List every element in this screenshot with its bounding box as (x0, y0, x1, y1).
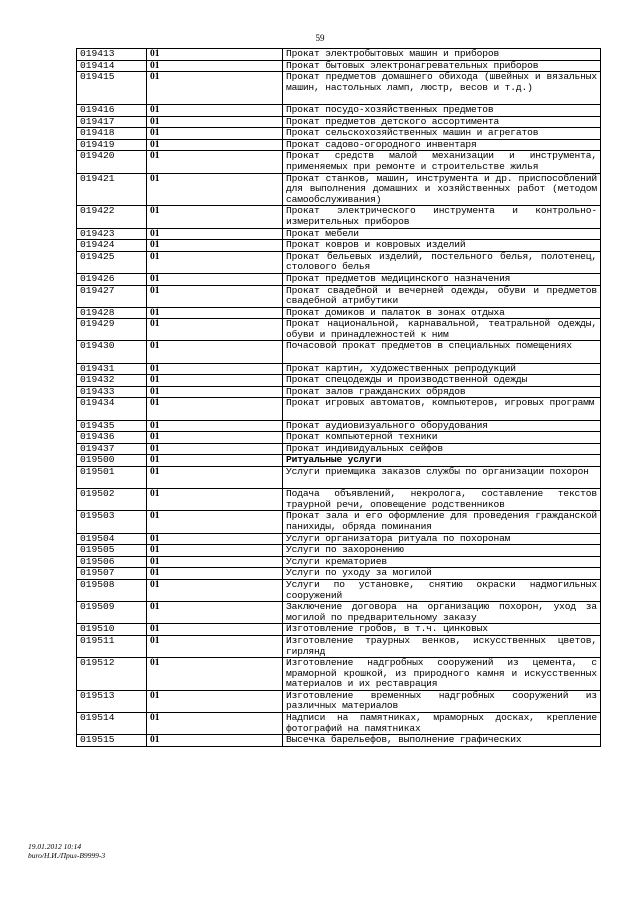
row-code: 019431 (77, 363, 147, 375)
row-code: 019437 (77, 443, 147, 455)
table-row (77, 386, 601, 398)
row-code: 019511 (77, 635, 147, 657)
row-subcode: 01 (147, 104, 283, 116)
row-code: 019432 (77, 375, 147, 387)
row-service-name: Прокат индивидуальных сейфов (283, 443, 601, 455)
row-code: 019501 (77, 467, 147, 489)
table-row (77, 545, 601, 557)
row-service-name: Прокат домиков и палаток в зонах отдыха (283, 307, 601, 319)
table-row (77, 735, 601, 747)
row-code: 019510 (77, 624, 147, 636)
row-subcode: 01 (147, 398, 283, 420)
row-service-name: Прокат мебели (283, 228, 601, 240)
row-code: 019420 (77, 151, 147, 173)
table-row (77, 398, 601, 420)
row-subcode: 01 (147, 139, 283, 151)
row-subcode: 01 (147, 511, 283, 533)
row-service-name: Прокат посудо-хозяйственных предметов (283, 104, 601, 116)
row-service-name: Прокат ковров и ковровых изделий (283, 240, 601, 252)
row-service-name: Прокат зала и его оформление для проведения гражданской панихиды, обряда поминания (283, 511, 601, 533)
row-subcode: 01 (147, 273, 283, 285)
row-subcode: 01 (147, 60, 283, 72)
table-row (77, 307, 601, 319)
table-row (77, 240, 601, 252)
table-row (77, 432, 601, 444)
row-service-name: Прокат свадебной и вечерней одежды, обуви и предметов свадебной атрибутики (283, 285, 601, 307)
table-row (77, 173, 601, 206)
table-row (77, 556, 601, 568)
row-service-name: Прокат компьютерной техники (283, 432, 601, 444)
table-row (77, 375, 601, 387)
row-code: 019414 (77, 60, 147, 72)
table-body (77, 49, 601, 747)
row-subcode: 01 (147, 49, 283, 61)
row-service-name: Изготовление надгробных сооружений из цемента, с мраморной крошкой, из природного камня и искусственных материалов и их реставрация (283, 658, 601, 691)
footer-timestamp: 19.01.2012 10:14 (28, 842, 82, 851)
row-code: 019513 (77, 690, 147, 712)
table-row (77, 455, 601, 467)
table-row (77, 568, 601, 580)
row-service-name: Прокат сельскохозяйственных машин и агрегатов (283, 128, 601, 140)
row-subcode: 01 (147, 624, 283, 636)
row-code: 019509 (77, 602, 147, 624)
row-service-name: Услуги по захоронению (283, 545, 601, 557)
row-code: 019427 (77, 285, 147, 307)
row-subcode: 01 (147, 579, 283, 601)
row-service-name: Прокат электрического инструмента и контрольно-измерительных приборов (283, 206, 601, 228)
row-subcode: 01 (147, 556, 283, 568)
row-service-name: Изготовление временных надгробных сооружений из различных материалов (283, 690, 601, 712)
table-row (77, 228, 601, 240)
row-subcode: 01 (147, 443, 283, 455)
row-service-name: Прокат залов гражданских обрядов (283, 386, 601, 398)
row-code: 019502 (77, 489, 147, 511)
page-footer (28, 842, 105, 860)
table-row (77, 273, 601, 285)
table-row (77, 467, 601, 489)
row-service-name: Услуги по уходу за могилой (283, 568, 601, 580)
table-row (77, 533, 601, 545)
row-service-name: Прокат бельевых изделий, постельного белья, полотенец, столового белья (283, 251, 601, 273)
table-row (77, 602, 601, 624)
row-subcode: 01 (147, 467, 283, 489)
table-row (77, 104, 601, 116)
row-subcode: 01 (147, 386, 283, 398)
row-service-name: Надписи на памятниках, мраморных досках, крепление фотографий на памятниках (283, 713, 601, 735)
row-code: 019430 (77, 341, 147, 363)
row-subcode: 01 (147, 545, 283, 557)
row-code: 019417 (77, 116, 147, 128)
row-service-name: Прокат средств малой механизации и инструмента, применяемых при ремонте и строительстве жилья (283, 151, 601, 173)
row-code: 019422 (77, 206, 147, 228)
row-code: 019418 (77, 128, 147, 140)
row-subcode: 01 (147, 128, 283, 140)
row-subcode: 01 (147, 173, 283, 206)
row-subcode: 01 (147, 72, 283, 105)
row-subcode: 01 (147, 568, 283, 580)
section-heading: Ритуальные услуги (283, 455, 601, 467)
row-service-name: Прокат предметов детского ассортимента (283, 116, 601, 128)
row-code: 019514 (77, 713, 147, 735)
row-code: 019507 (77, 568, 147, 580)
row-service-name: Прокат игровых автоматов, компьютеров, игровых программ (283, 398, 601, 420)
row-subcode: 01 (147, 228, 283, 240)
row-subcode: 01 (147, 341, 283, 363)
table-row (77, 285, 601, 307)
row-service-name: Почасовой прокат предметов в специальных помещениях (283, 341, 601, 363)
table-row (77, 658, 601, 691)
row-code: 019419 (77, 139, 147, 151)
row-code: 019423 (77, 228, 147, 240)
row-code: 019416 (77, 104, 147, 116)
row-code: 019504 (77, 533, 147, 545)
row-service-name: Прокат национальной, карнавальной, театральной одежды, обуви и принадлежностей к ним (283, 319, 601, 341)
row-subcode: 01 (147, 363, 283, 375)
row-subcode: 01 (147, 151, 283, 173)
row-subcode: 01 (147, 455, 283, 467)
row-code: 019500 (77, 455, 147, 467)
service-code-table (76, 48, 601, 747)
row-code: 019429 (77, 319, 147, 341)
row-code: 019434 (77, 398, 147, 420)
row-code: 019415 (77, 72, 147, 105)
row-service-name: Прокат бытовых электронагревательных приборов (283, 60, 601, 72)
table-row (77, 511, 601, 533)
table-row (77, 49, 601, 61)
row-subcode: 01 (147, 735, 283, 747)
page-number: 59 (315, 33, 325, 43)
row-service-name: Заключение договора на организацию похорон, уход за могилой по предварительному заказу (283, 602, 601, 624)
table-row (77, 624, 601, 636)
row-code: 019506 (77, 556, 147, 568)
row-code: 019424 (77, 240, 147, 252)
row-subcode: 01 (147, 307, 283, 319)
row-service-name: Прокат электробытовых машин и приборов (283, 49, 601, 61)
row-service-name: Услуги приемщика заказов службы по организации похорон (283, 467, 601, 489)
row-subcode: 01 (147, 690, 283, 712)
footer-document-ref: buro/Н.И./Прил-В9999-3 (28, 851, 106, 860)
row-service-name: Изготовление гробов, в т.ч. цинковых (283, 624, 601, 636)
row-subcode: 01 (147, 420, 283, 432)
row-service-name: Прокат картин, художественных репродукций (283, 363, 601, 375)
table-row (77, 579, 601, 601)
table-row (77, 635, 601, 657)
row-subcode: 01 (147, 319, 283, 341)
table-row (77, 60, 601, 72)
row-code: 019413 (77, 49, 147, 61)
row-code: 019426 (77, 273, 147, 285)
row-service-name: Услуги по установке, снятию окраски надмогильных сооружений (283, 579, 601, 601)
row-subcode: 01 (147, 206, 283, 228)
table-row (77, 139, 601, 151)
row-code: 019435 (77, 420, 147, 432)
row-subcode: 01 (147, 635, 283, 657)
row-subcode: 01 (147, 489, 283, 511)
table-row (77, 319, 601, 341)
row-code: 019503 (77, 511, 147, 533)
row-service-name: Подача объявлений, некролога, составление текстов траурной речи, оповещение родственников (283, 489, 601, 511)
table-row (77, 690, 601, 712)
row-service-name: Прокат спецодежды и производственной одежды (283, 375, 601, 387)
row-subcode: 01 (147, 713, 283, 735)
row-service-name: Высечка барельефов, выполнение графических (283, 735, 601, 747)
table-row (77, 151, 601, 173)
row-subcode: 01 (147, 432, 283, 444)
row-code: 019515 (77, 735, 147, 747)
row-code: 019425 (77, 251, 147, 273)
row-code: 019433 (77, 386, 147, 398)
row-code: 019421 (77, 173, 147, 206)
row-service-name: Прокат предметов домашнего обихода (швейных и вязальных машин, настольных ламп, люстр, весов и т.д.) (283, 72, 601, 105)
table-row (77, 420, 601, 432)
row-service-name: Изготовление траурных венков, искусственных цветов, гирлянд (283, 635, 601, 657)
row-subcode: 01 (147, 602, 283, 624)
row-service-name: Услуги крематориев (283, 556, 601, 568)
table-row (77, 713, 601, 735)
table-row (77, 363, 601, 375)
row-subcode: 01 (147, 658, 283, 691)
row-code: 019436 (77, 432, 147, 444)
row-service-name: Прокат аудиовизуального оборудования (283, 420, 601, 432)
row-service-name: Прокат предметов медицинского назначения (283, 273, 601, 285)
row-subcode: 01 (147, 116, 283, 128)
table-row (77, 489, 601, 511)
row-service-name: Прокат садово-огородного инвентаря (283, 139, 601, 151)
row-subcode: 01 (147, 533, 283, 545)
row-subcode: 01 (147, 285, 283, 307)
row-code: 019505 (77, 545, 147, 557)
row-subcode: 01 (147, 251, 283, 273)
table-row (77, 443, 601, 455)
row-service-name: Прокат станков, машин, инструмента и др. приспособлений для выполнения домашних и хозяйственных работ (методом самообслуживания) (283, 173, 601, 206)
table-row (77, 116, 601, 128)
row-subcode: 01 (147, 375, 283, 387)
table-row (77, 206, 601, 228)
row-service-name: Услуги организатора ритуала по похоронам (283, 533, 601, 545)
row-subcode: 01 (147, 240, 283, 252)
table-row (77, 251, 601, 273)
row-code: 019428 (77, 307, 147, 319)
table-row (77, 72, 601, 105)
row-code: 019508 (77, 579, 147, 601)
table-row (77, 128, 601, 140)
table-row (77, 341, 601, 363)
row-code: 019512 (77, 658, 147, 691)
